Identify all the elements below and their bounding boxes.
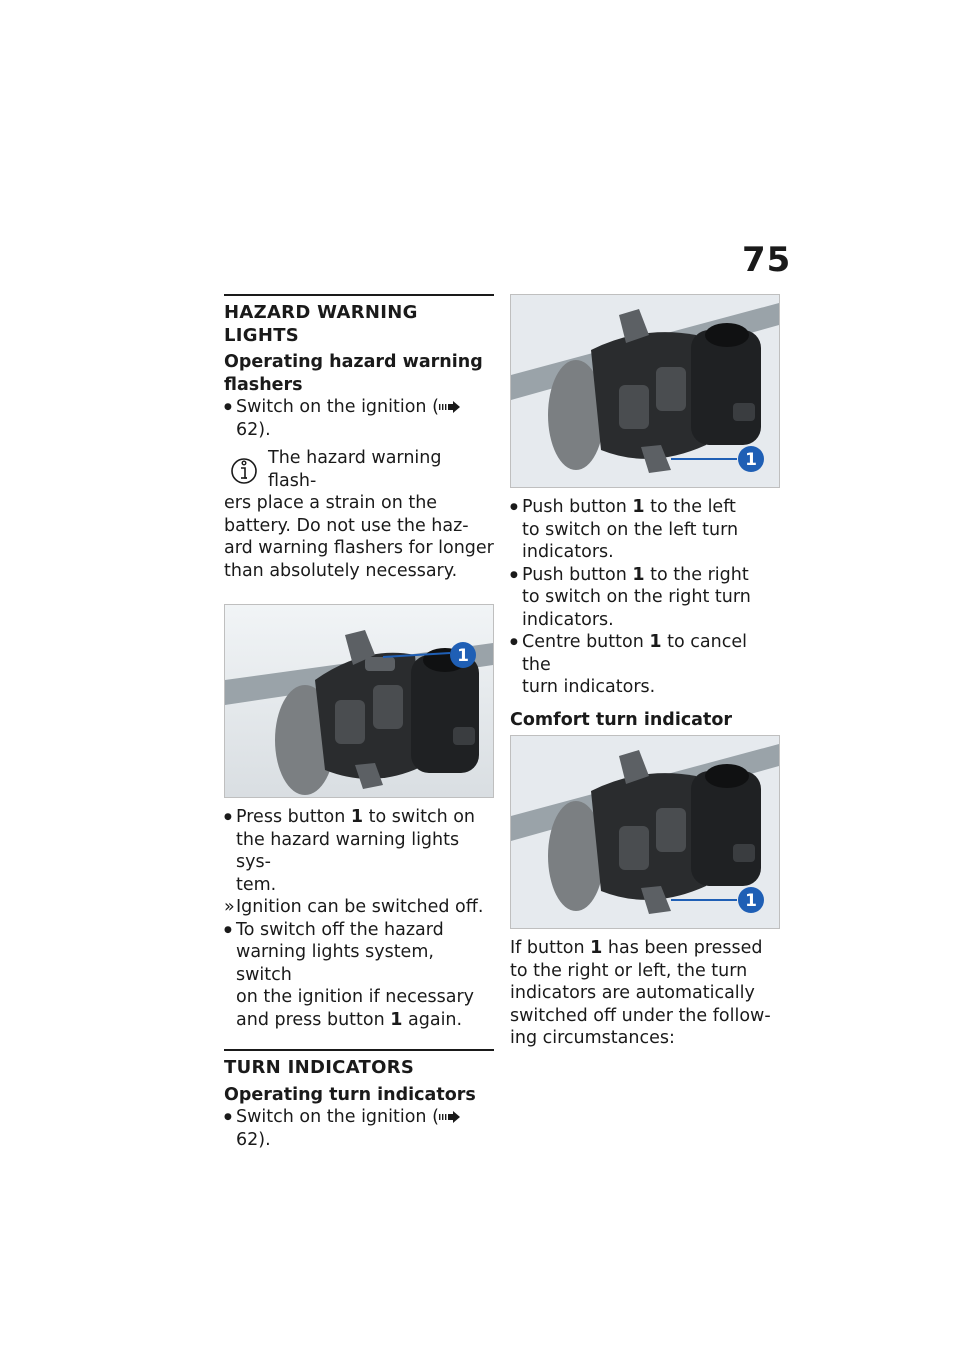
step-text: turn indicators. [522, 677, 656, 697]
para-text: If button [510, 938, 591, 958]
list-item [224, 396, 494, 441]
result-item [224, 896, 494, 919]
step-list [224, 806, 494, 1031]
bullet-icon [510, 564, 522, 590]
step-text: again. [402, 1009, 463, 1030]
para-text: indicators are automatically [510, 983, 755, 1003]
step-text: To switch off the hazard [236, 919, 444, 940]
bullet-icon [224, 919, 236, 945]
step-text: Push button [522, 497, 633, 517]
list-item [510, 564, 780, 632]
step-text: indicators. [522, 609, 614, 630]
note-line: than absolutely necessary. [224, 560, 458, 581]
list-item [510, 631, 780, 699]
callout-number: 1 [745, 450, 757, 470]
button-ref: 1 [390, 1009, 403, 1030]
section-title-turn: TURN INDICATORS [224, 1057, 415, 1078]
step-text: tem. [236, 874, 277, 895]
handlebar-switch-figure-hazard [224, 604, 494, 798]
list-item [224, 1106, 494, 1151]
button-ref: 1 [350, 807, 364, 827]
para-text: ing circumstances: [510, 1028, 675, 1048]
section-rule [224, 1049, 494, 1051]
step-text: the hazard warning lights sys- [236, 829, 460, 872]
step-list [224, 1106, 494, 1151]
step-text: Press button [236, 807, 351, 827]
note-line: ard warning flashers for longer [224, 538, 494, 558]
step-text: Centre button [522, 632, 650, 652]
section-title-hazard: HAZARD WARNING LIGHTS [224, 302, 418, 346]
step-text: and press button [236, 1009, 391, 1030]
button-ref: 1 [632, 564, 645, 585]
subsection-title-hazard [224, 351, 494, 396]
button-ref: 1 [590, 938, 603, 958]
step-text: to switch on the right turn [522, 587, 751, 607]
info-icon [228, 447, 260, 489]
callout-number: 1 [457, 646, 469, 666]
list-item [224, 806, 494, 896]
step-text: on the ignition if necessary [236, 987, 474, 1007]
left-column [224, 294, 494, 1151]
callout-number: 1 [745, 891, 757, 911]
subsection-title-line: flashers [224, 374, 303, 395]
bullet-icon [224, 396, 236, 422]
step-list [224, 396, 494, 441]
subsection-title-turn: Operating turn indicators [224, 1084, 476, 1105]
step-list [510, 496, 780, 699]
subsection-title-comfort: Comfort turn indicator [510, 709, 733, 730]
step-text: Switch on the ignition ( [236, 1107, 439, 1127]
step-text: indicators. [522, 542, 614, 562]
info-note [224, 447, 494, 582]
list-item [224, 919, 494, 1032]
bullet-icon [510, 631, 522, 657]
right-column [510, 294, 780, 1050]
button-ref: 1 [649, 632, 662, 652]
step-text: to the left [644, 497, 736, 517]
para-text: switched off under the follow- [510, 1005, 771, 1026]
step-text: warning lights system, switch [236, 942, 434, 985]
bullet-icon [224, 806, 236, 832]
page-number: 75 [742, 240, 792, 280]
note-line: The hazard warning flash- [268, 448, 442, 491]
paragraph [510, 937, 780, 1050]
page-reference[interactable]: 62). [236, 1129, 271, 1150]
result-text: Ignition can be switched off. [236, 897, 484, 917]
page-reference-arrow-icon[interactable] [439, 1107, 461, 1127]
page-reference[interactable]: 62). [236, 419, 271, 440]
handlebar-switch-figure-turn [510, 294, 780, 488]
handlebar-switch-figure-comfort [510, 735, 780, 929]
note-line: battery. Do not use the haz- [224, 515, 469, 536]
step-text: to cancel the [522, 632, 747, 675]
subsection-title-line: Operating hazard warning [224, 352, 483, 372]
step-text: to the right [644, 564, 749, 585]
bullet-icon [510, 496, 522, 522]
step-text: to switch on [363, 807, 476, 827]
step-text: Push button [522, 564, 633, 585]
step-text: Switch on the ignition ( [236, 397, 439, 417]
step-text: to switch on the left turn [522, 519, 739, 540]
page-reference-arrow-icon[interactable] [439, 397, 461, 417]
para-text: to the right or left, the turn [510, 960, 748, 981]
note-line: ers place a strain on the [224, 493, 438, 513]
para-text: has been pressed [602, 938, 763, 958]
section-rule [224, 294, 494, 296]
bullet-icon [224, 1106, 236, 1132]
button-ref: 1 [632, 497, 645, 517]
list-item [510, 496, 780, 564]
result-mark: » [224, 897, 235, 917]
